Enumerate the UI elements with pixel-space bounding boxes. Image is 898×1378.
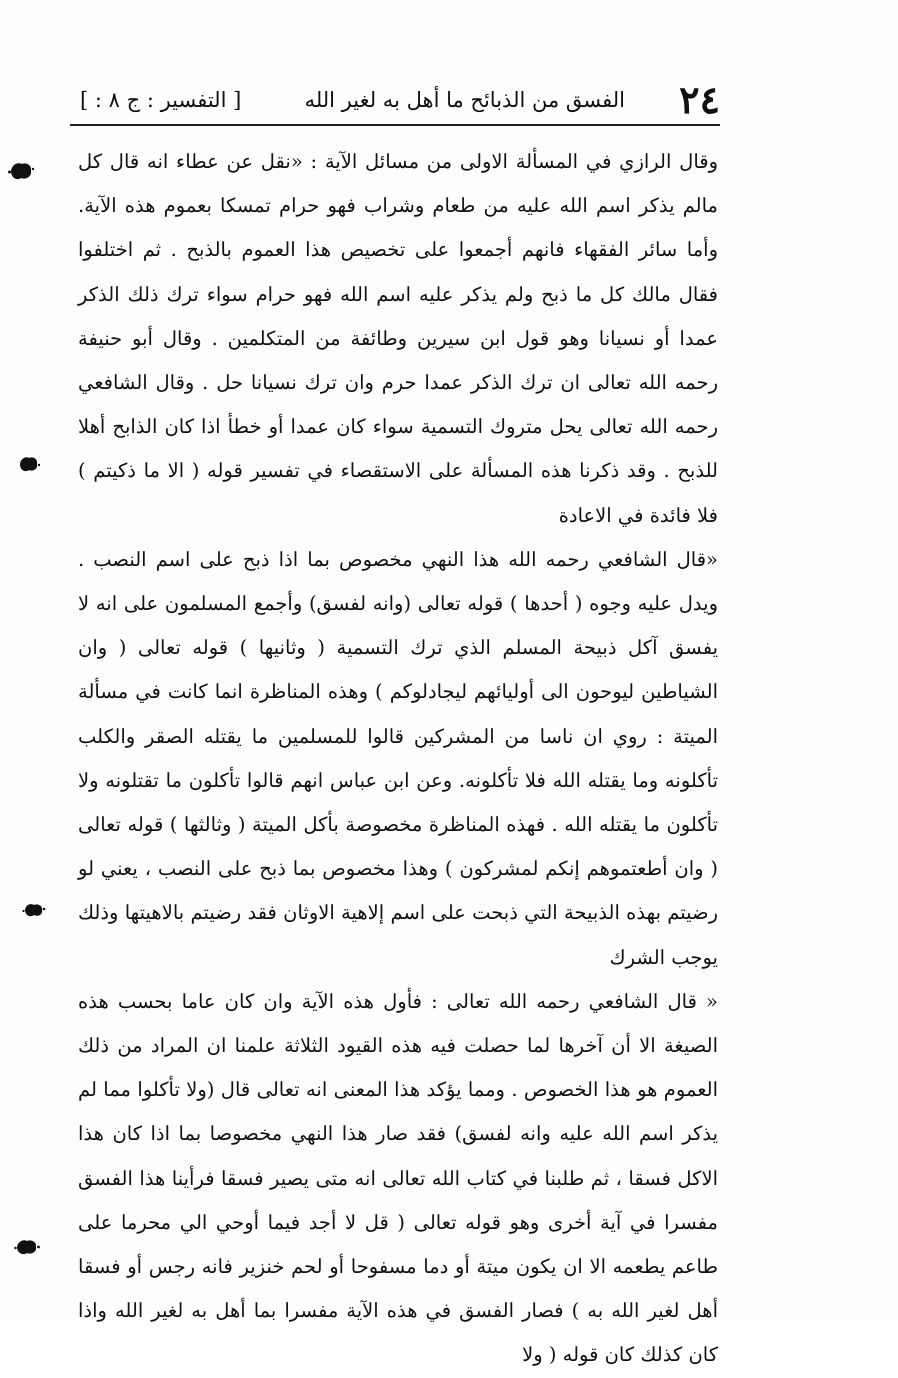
running-title: الفسق من الذبائح ما أهل به لغير الله	[304, 88, 625, 112]
page-header	[70, 78, 720, 122]
paragraph: وقال الرازي في المسألة الاولى من مسائل الآية : «نقل عن عطاء انه قال كل مالم يذكر اسم الله عليه من طعام وشراب فهو حرام تمسكا بعموم هذه الآية. وأما سائر الفقهاء فانهم أجمعوا على تخصيص هذا العموم بالذبح . ثم اختلفوا فقال مالك كل ما ذبح ولم يذكر عليه اسم الله فهو حرام سواء ترك ذلك الذكر عمدا أو نسيانا وهو قول ابن سيرين وطائفة من المتكلمين . وقال أبو حنيفة رحمه الله تعالى ان ترك الذكر عمدا حرم وان ترك نسيانا حل . وقال الشافعي رحمه الله تعالى يحل متروك التسمية سواء كان عمدا أو خطأ اذا كان الذابح أهلا للذبح . وقد ذكرنا هذه المسألة على الاستقصاء في تفسير قوله ( الا ما ذكيتم ) فلا فائدة في الاعادة	[78, 150, 718, 527]
paragraph: « قال الشافعي رحمه الله تعالى : فأول هذه الآية وان كان عاما بحسب هذه الصيغة الا أن آخرها لما حصلت فيه هذه القيود الثلاثة علمنا ان المراد من ذلك العموم هو هذا الخصوص . ومما يؤكد هذا المعنى انه تعالى قال (ولا تأكلوا مما لم يذكر اسم الله عليه وانه لفسق) فقد صار هذا النهي مخصوصا بما اذا كان هذا الاكل فسقا ، ثم طلبنا في كتاب الله تعالى انه متى يصير فسقا فرأينا هذا الفسق مفسرا في آية أخرى وهو قوله تعالى ( قل لا أجد فيما أوحي الي محرما على طاعم يطعمه الا ان يكون ميتة أو دما مسفوحا أو لحم خنزير فانه رجس أو فسقا أهل لغير الله به ) فصار الفسق في هذه الآية مفسرا بما أهل به لغير الله واذا كان كذلك كان قوله ( ولا	[78, 989, 718, 1367]
body-text	[78, 140, 718, 1378]
source-reference: [ التفسير : ج ٨ : ]	[80, 88, 242, 112]
page-number: ٢٤	[679, 77, 720, 122]
ink-blot-icon	[22, 900, 42, 920]
header-rule	[70, 124, 720, 126]
ink-blot-icon	[8, 160, 28, 180]
paragraph: «قال الشافعي رحمه الله هذا النهي مخصوص بما اذا ذبح على اسم النصب . ويدل عليه وجوه ( أحدها ) قوله تعالى (وانه لفسق) وأجمع المسلمون على انه لا يفسق آكل ذبيحة المسلم الذي ترك التسمية ( وثانيها ) قوله تعالى ( وان الشياطين ليوحون الى أوليائهم ليجادلوكم ) وهذه المناظرة انما كانت في مسألة الميتة : روي ان ناسا من المشركين قالوا للمسلمين ما يقتله الصقر والكلب تأكلونه وما يقتله الله فلا تأكلونه. وعن ابن عباس انهم قالوا تأكلون ما تقتلونه ولا تأكلون ما يقتله الله . فهذه المناظرة مخصوصة بأكل الميتة ( وثالثها ) قوله تعالى ( وان أطعتموهم إنكم لمشركون ) وهذا مخصوص بما ذبح على النصب ، يعني لو رضيتم بهذه الذبيحة التي ذبحت على اسم إلاهية الاوثان فقد رضيتم بالاهيتها وذلك يوجب الشرك	[78, 547, 718, 969]
ink-blot-icon	[14, 1236, 34, 1256]
ink-blot-icon	[18, 454, 38, 474]
